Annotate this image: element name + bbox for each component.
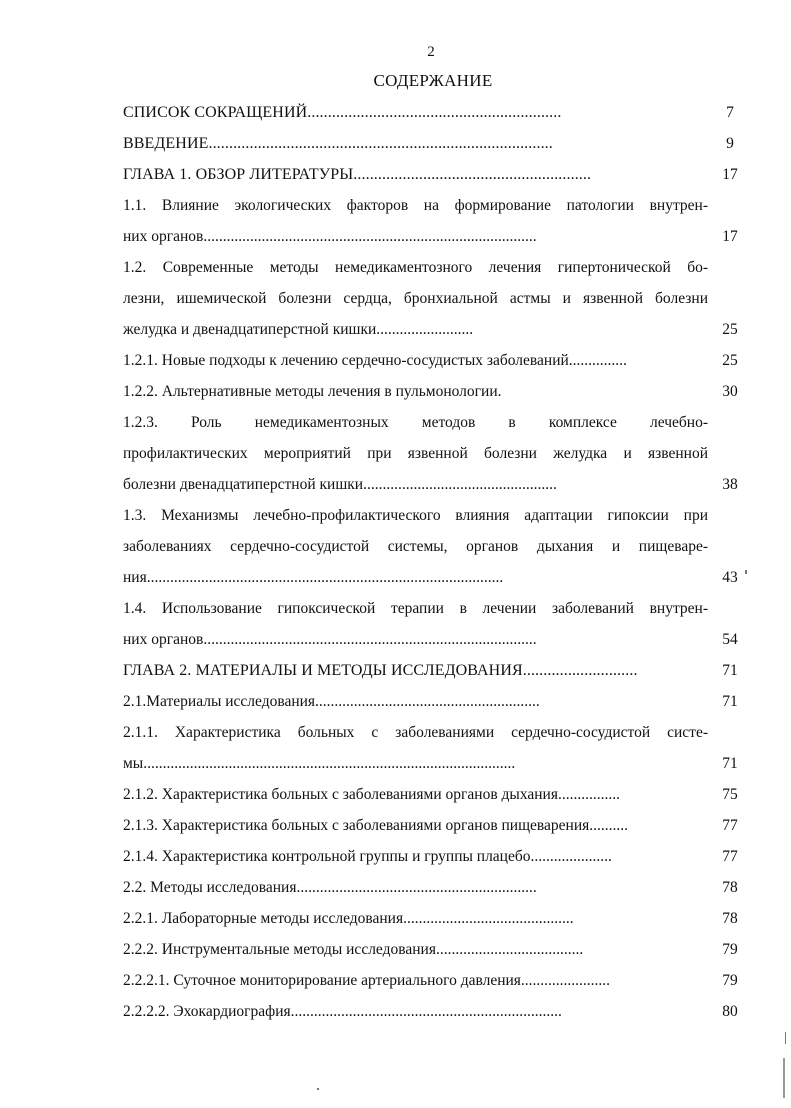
toc-line: 2.2.1. Лабораторные методы исследования............................................ [123,910,574,927]
scan-speck [317,1088,319,1090]
toc-page-number: 25 [722,321,738,338]
toc-line: профилактических мероприятий при язвенной болезни желудка и язвенной [123,445,708,462]
toc-line: них органов...................................................................................... [123,228,537,245]
toc-line: 2.2.2. Инструментальные методы исследования...................................... [123,941,584,958]
toc-line: СПИСОК СОКРАЩЕНИЙ.............................................................. [123,104,562,121]
toc-page-number: 79 [722,941,738,958]
toc-line: 2.2.2.2. Эхокардиография...................................................................... [123,1003,562,1020]
toc-page-number: 71 [722,693,738,710]
toc-page-number: 38 [722,476,738,493]
toc-line: 2.1.4. Характеристика контрольной группы и группы плацебо..................... [123,848,612,865]
toc-line: ГЛАВА 2. МАТЕРИАЛЫ И МЕТОДЫ ИССЛЕДОВАНИЯ............................ [123,662,638,679]
toc-line: 1.2.1. Новые подходы к лечению сердечно-сосудистых заболеваний............... [123,352,627,369]
toc-page-number: 78 [722,910,738,927]
toc-page-number: 77 [722,848,738,865]
toc-line: 1.2. Современные методы немедикаментозного лечения гипертонической бо- [123,259,708,276]
toc-line: 2.1.2. Характеристика больных с заболеваниями органов дыхания................ [123,786,620,803]
toc-line: ГЛАВА 1. ОБЗОР ЛИТЕРАТУРЫ.......................................................... [123,166,592,183]
toc-page-number: 77 [722,817,738,834]
toc-line: болезни двенадцатиперстной кишки.................................................. [123,476,557,493]
toc-line: 2.2. Методы исследования.............................................................. [123,879,537,896]
toc-line: мы................................................................................................ [123,755,516,772]
toc-line: 1.4. Использование гипоксической терапии в лечении заболеваний внутрен- [123,600,708,617]
toc-line: ВВЕДЕНИЕ.................................................................................... [123,135,553,152]
toc-page-number: 9 [726,135,734,152]
toc-line: 2.2.2.1. Суточное мониторирование артериального давления....................... [123,972,611,989]
toc-title: СОДЕРЖАНИЕ [373,71,493,90]
toc-page-number: 80 [722,1003,738,1020]
toc-page-number: 79 [722,972,738,989]
toc-line: заболеваниях сердечно-сосудистой системы, органов дыхания и пищеваре- [123,538,708,555]
toc-line: 1.3. Механизмы лечебно-профилактического влияния адаптации гипоксии при [123,507,708,524]
toc-line: ния............................................................................................ [123,569,504,586]
toc-page-number: 54 [722,631,738,648]
toc-page-number: 71 [722,755,738,772]
toc-page-number: 30 [722,383,738,400]
toc-page-number: 25 [722,352,738,369]
page-number: 2 [427,44,435,60]
toc-page-number: 17 [722,166,738,183]
toc-line: желудка и двенадцатиперстной кишки......................... [123,321,474,338]
scan-edge-mark [783,1058,785,1098]
toc-page-number: 75 [722,786,738,803]
toc-line: 1.2.3. Роль немедикаментозных методов в комплексе лечебно- [123,414,708,431]
toc-page-number: 78 [722,879,738,896]
toc-line: них органов...................................................................................... [123,631,537,648]
toc-line: лезни, ишемической болезни сердца, бронхиальной астмы и язвенной болезни [123,290,708,307]
toc-page-number: 17 [722,228,738,245]
toc-line: 1.1. Влияние экологических факторов на формирование патологии внутрен- [123,197,708,214]
toc-page-number: 71 [722,662,738,679]
toc-line: 1.2.2. Альтернативные методы лечения в пульмонологии. [123,383,502,400]
toc-page-number: 7 [726,104,734,121]
scan-speck [745,570,747,574]
toc-line: 2.1.Материалы исследования.......................................................... [123,693,540,710]
toc-line: 2.1.1. Характеристика больных с заболеваниями сердечно-сосудистой систе- [123,724,708,741]
toc-line: 2.1.3. Характеристика больных с заболеваниями органов пищеварения.......... [123,817,629,834]
toc-page-number: 43 [722,569,738,586]
scan-speck [785,1032,786,1044]
